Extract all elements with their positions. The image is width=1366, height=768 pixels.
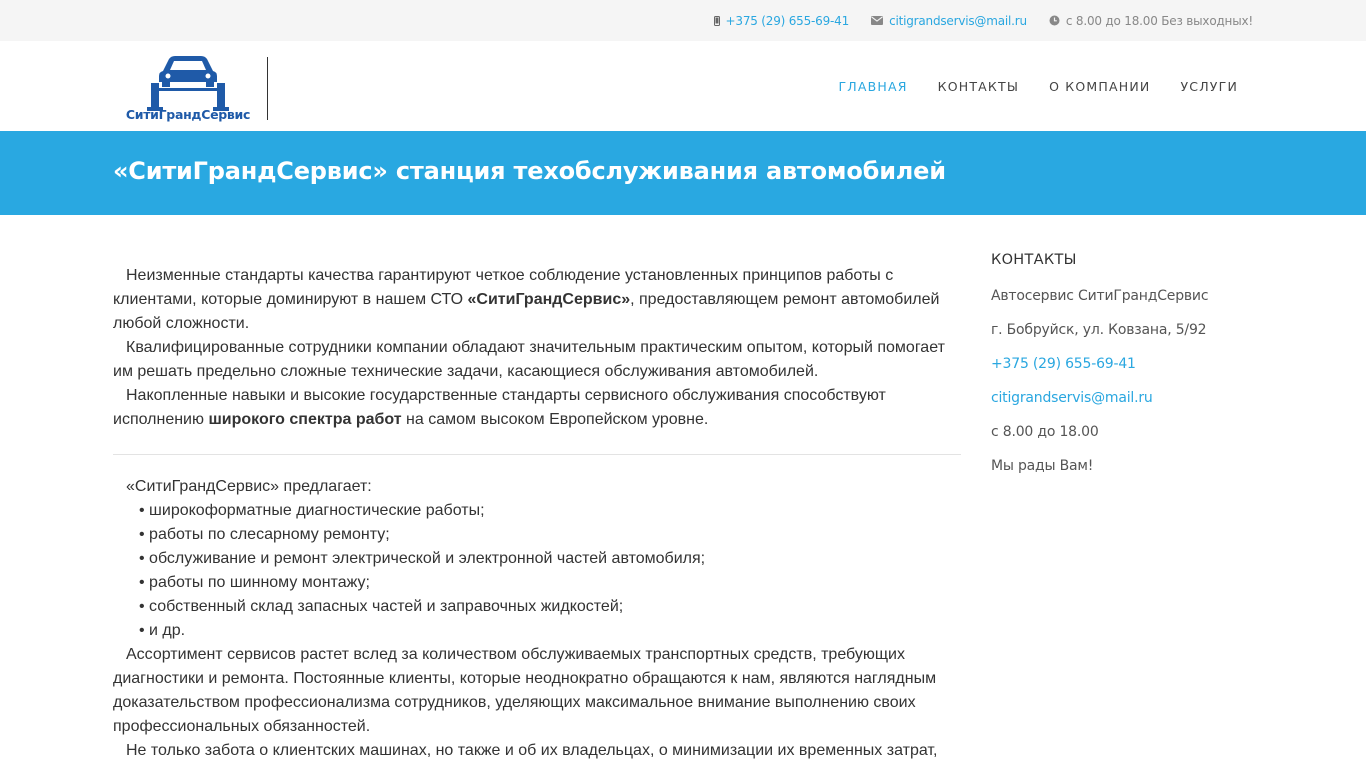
nav-item-services[interactable]: УСЛУГИ bbox=[1180, 78, 1238, 94]
intro-paragraph-3: Накопленные навыки и высокие государственные стандарты сервисного обслуживания способствуют исполнению широкого спектра работ на самом высоком Европейском уровне. bbox=[113, 387, 886, 428]
list-item: • широкоформатные диагностические работы; bbox=[139, 502, 485, 519]
top-bar bbox=[0, 0, 1366, 41]
page-banner bbox=[0, 131, 1366, 215]
topbar-hours-text: с 8.00 до 18.00 Без выходных! bbox=[1065, 13, 1253, 28]
clock-icon bbox=[1049, 15, 1060, 26]
content-divider bbox=[113, 454, 961, 455]
envelope-icon bbox=[871, 16, 883, 25]
intro-paragraph-1: Неизменные стандарты качества гарантируют четкое соблюдение установленных принципов работы с клиентами, которые доминируют в нашем СТО «СитиГрандСервис», предоставляющем ремонт автомобилей любой сложности. bbox=[113, 267, 940, 332]
intro-paragraph-2: Квалифицированные сотрудники компании обладают значительным практическим опытом, который помогает им решать предельно сложные технические задачи, касающиеся обслуживания автомобилей. bbox=[113, 339, 945, 380]
company-name-bold: «СитиГрандСервис» bbox=[467, 291, 631, 308]
sidebar-email-link[interactable]: citigrandservis@mail.ru bbox=[991, 390, 1153, 406]
topbar-hours bbox=[1049, 14, 1253, 28]
list-item: • обслуживание и ремонт электрической и электронной частей автомобиля; bbox=[139, 550, 706, 567]
nav-item-home[interactable]: ГЛАВНАЯ bbox=[838, 78, 908, 94]
nav-item-about[interactable]: О КОМПАНИИ bbox=[1049, 78, 1151, 94]
body-paragraph-5: Не только забота о клиентских машинах, но также и об их владельцах, о минимизации их временных затрат, bbox=[126, 742, 938, 759]
wide-range-bold: широкого спектра работ bbox=[208, 411, 402, 428]
site-logo[interactable] bbox=[113, 51, 263, 123]
sidebar-address: г. Бобруйск, ул. Ковзана, 5/92 bbox=[991, 322, 1207, 338]
sidebar-company: Автосервис СитиГрандСервис bbox=[991, 288, 1209, 304]
sidebar-phone-link[interactable]: +375 (29) 655-69-41 bbox=[991, 356, 1136, 372]
list-item: • и др. bbox=[139, 622, 186, 639]
site-header bbox=[0, 41, 1366, 131]
offers-list bbox=[113, 499, 961, 643]
list-item: • собственный склад запасных частей и заправочных жидкостей; bbox=[139, 598, 624, 615]
nav-item-contacts[interactable]: КОНТАКТЫ bbox=[937, 78, 1020, 94]
logo-separator bbox=[267, 57, 268, 120]
offers-intro: «СитиГрандСервис» предлагает: bbox=[126, 478, 372, 495]
body-paragraph-4: Ассортимент сервисов растет вслед за количеством обслуживаемых транспортных средств, требующих диагностики и ремонта. Постоянные клиенты, которые неоднократно обращаются к нам, являются наглядным доказательством профессионализма сотрудников, уделяющих максимальное внимание выполнению своих профессиональных обязанностей. bbox=[113, 646, 937, 735]
main-content bbox=[113, 264, 961, 763]
topbar-email-link[interactable]: citigrandservis@mail.ru bbox=[889, 13, 1027, 28]
list-item: • работы по слесарному ремонту; bbox=[139, 526, 390, 543]
sidebar-hours: с 8.00 до 18.00 bbox=[991, 424, 1099, 440]
list-item: • работы по шинному монтажу; bbox=[139, 574, 370, 591]
sidebar-title: КОНТАКТЫ bbox=[991, 252, 1077, 268]
main-nav bbox=[823, 41, 1253, 131]
topbar-phone-link[interactable]: +375 (29) 655-69-41 bbox=[725, 13, 850, 28]
topbar-phone bbox=[714, 14, 850, 28]
contacts-sidebar bbox=[991, 252, 1253, 492]
sidebar-greeting: Мы рады Вам! bbox=[991, 458, 1094, 474]
logo-text: СитиГрандСервис bbox=[125, 107, 251, 122]
topbar-email bbox=[871, 14, 1027, 28]
mobile-phone-icon bbox=[714, 16, 720, 26]
page-title: «СитиГрандСервис» станция техобслуживания автомобилей bbox=[113, 157, 946, 185]
